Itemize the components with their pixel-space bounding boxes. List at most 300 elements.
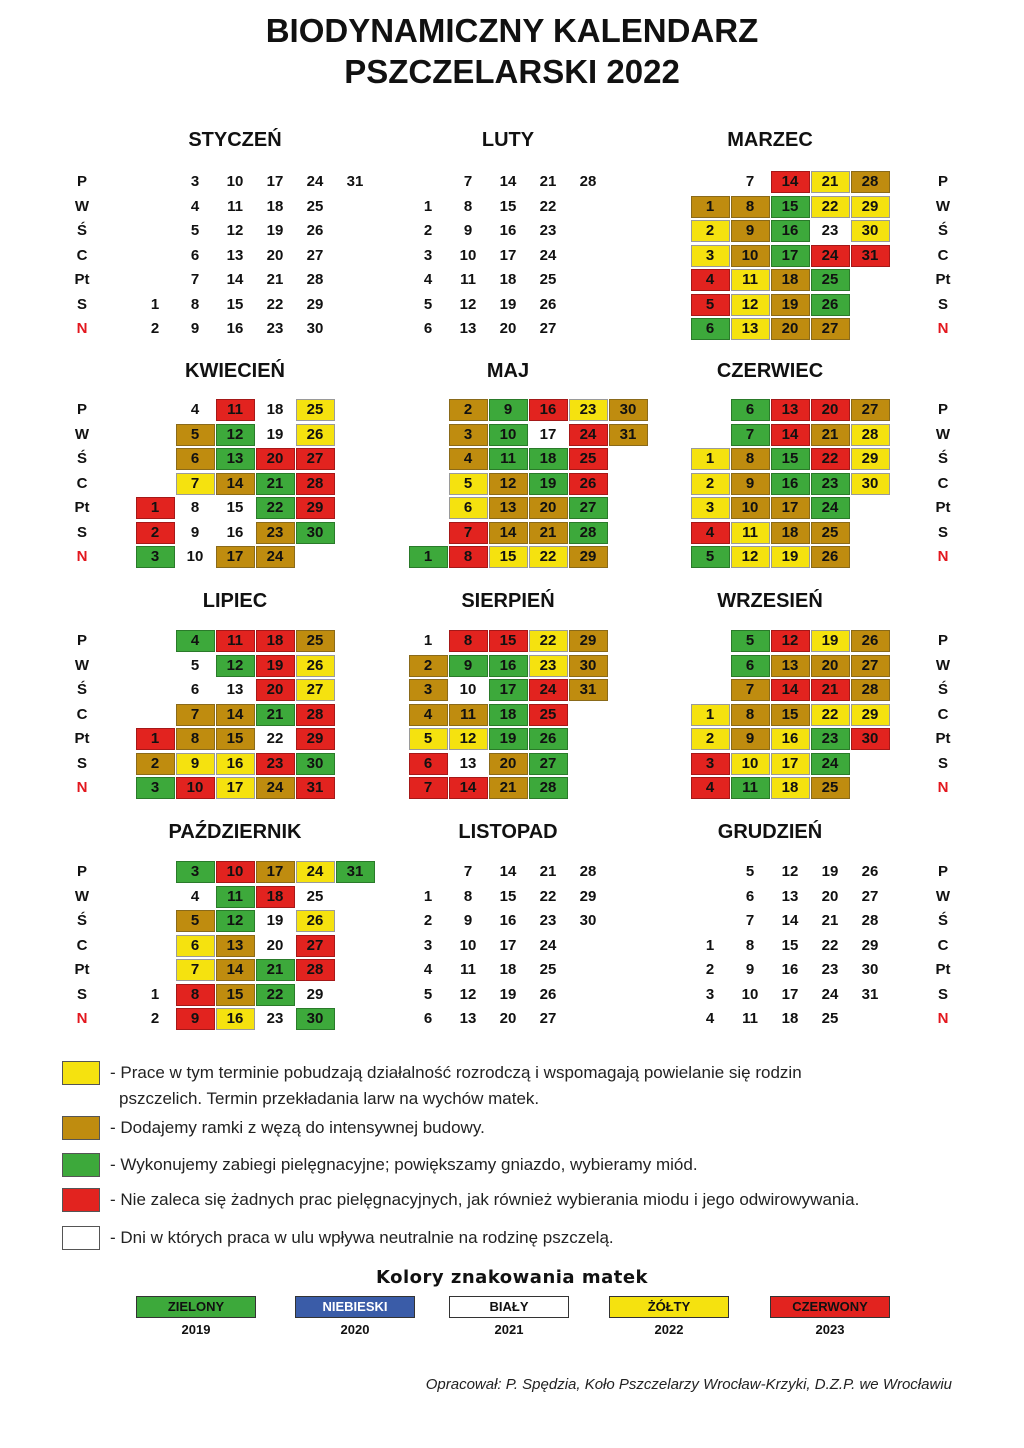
weekday-label: N [76, 548, 88, 565]
day-cell: 7 [463, 863, 473, 880]
day-cell: 25 [569, 448, 608, 470]
day-cell: 13 [459, 320, 477, 337]
day-cell: 17 [771, 753, 810, 775]
day-cell: 11 [216, 399, 255, 421]
day-cell: 2 [691, 728, 730, 750]
day-cell: 20 [771, 318, 810, 340]
day-cell: 22 [266, 295, 284, 313]
day-cell: 21 [539, 173, 557, 190]
legend-text: - Prace w tym terminie pobudzają działalność rozrodczą i wspomagają powielanie się rodzin [110, 1063, 802, 1082]
day-cell: 8 [731, 704, 770, 726]
day-cell: 18 [266, 401, 284, 418]
day-cell: 1 [691, 704, 730, 726]
day-cell: 5 [176, 910, 215, 932]
day-cell: 16 [499, 222, 517, 239]
day-cell: 29 [861, 936, 879, 954]
day-cell: 13 [226, 246, 244, 264]
day-cell: 12 [449, 728, 488, 750]
day-cell: 31 [336, 861, 375, 883]
day-cell: 11 [460, 271, 476, 288]
day-cell: 2 [150, 320, 160, 337]
day-cell: 26 [306, 222, 324, 239]
day-cell: 11 [742, 1010, 758, 1027]
weekday-label: Ś [937, 912, 948, 929]
day-cell: 24 [296, 861, 335, 883]
day-cell: 6 [691, 318, 730, 340]
day-cell: 2 [423, 222, 433, 239]
day-cell: 8 [731, 196, 770, 218]
day-cell: 27 [569, 497, 608, 519]
day-cell: 27 [296, 935, 335, 957]
day-cell: 30 [851, 220, 890, 242]
day-cell: 25 [529, 704, 568, 726]
day-cell: 15 [226, 499, 244, 516]
day-cell: 25 [811, 777, 850, 799]
day-cell: 17 [266, 173, 284, 190]
legend-swatch [62, 1061, 100, 1085]
weekday-label: N [76, 1010, 88, 1027]
day-cell: 3 [136, 546, 175, 568]
day-cell: 25 [821, 1010, 839, 1027]
day-cell: 10 [731, 245, 770, 267]
day-cell: 13 [731, 318, 770, 340]
day-cell: 10 [731, 753, 770, 775]
day-cell: 8 [449, 546, 488, 568]
weekday-label: P [76, 863, 87, 880]
day-cell: 30 [861, 961, 879, 978]
weekday-label: W [74, 656, 90, 674]
day-cell: 28 [296, 959, 335, 981]
day-cell: 7 [745, 173, 755, 190]
day-cell: 25 [296, 399, 335, 421]
day-cell: 22 [821, 936, 839, 954]
weekday-label: W [74, 425, 90, 443]
day-cell: 29 [851, 448, 890, 470]
day-cell: 27 [811, 318, 850, 340]
legend-text: pszczelich. Termin przekładania larw na wychów matek. [119, 1089, 540, 1108]
day-cell: 27 [296, 448, 335, 470]
day-cell: 19 [499, 985, 517, 1003]
day-cell: 29 [569, 630, 608, 652]
day-cell: 11 [227, 197, 243, 215]
weekday-label: C [937, 474, 949, 492]
day-cell: 18 [499, 961, 517, 978]
day-cell: 15 [489, 630, 528, 652]
day-cell: 10 [459, 246, 477, 264]
day-cell: 5 [745, 863, 755, 880]
day-cell: 12 [781, 863, 799, 880]
day-cell: 11 [731, 777, 770, 799]
day-cell: 18 [256, 630, 295, 652]
day-cell: 18 [529, 448, 568, 470]
queen-color-year: 2019 [181, 1322, 211, 1337]
day-cell: 11 [216, 630, 255, 652]
day-cell: 17 [539, 425, 557, 443]
day-cell: 2 [423, 912, 433, 929]
day-cell: 13 [771, 399, 810, 421]
day-cell: 4 [691, 522, 730, 544]
day-cell: 17 [489, 679, 528, 701]
day-cell: 10 [731, 497, 770, 519]
day-cell: 16 [226, 523, 244, 541]
day-cell: 27 [539, 1010, 557, 1027]
day-cell: 4 [423, 271, 433, 288]
weekday-label: N [937, 779, 949, 796]
day-cell: 16 [771, 728, 810, 750]
day-cell: 4 [691, 777, 730, 799]
day-cell: 18 [499, 271, 517, 288]
day-cell: 6 [190, 681, 200, 698]
day-cell: 29 [306, 295, 324, 313]
day-cell: 4 [691, 269, 730, 291]
weekday-label: S [76, 523, 87, 541]
day-cell: 15 [216, 984, 255, 1006]
weekday-label: P [76, 173, 87, 190]
day-cell: 19 [489, 728, 528, 750]
day-cell: 3 [176, 861, 215, 883]
day-cell: 23 [821, 961, 839, 978]
day-cell: 30 [851, 473, 890, 495]
day-cell: 28 [851, 171, 890, 193]
day-cell: 13 [771, 655, 810, 677]
day-cell: 28 [296, 704, 335, 726]
day-cell: 24 [256, 777, 295, 799]
month-title: MARZEC [727, 129, 813, 151]
day-cell: 5 [190, 656, 200, 674]
day-cell: 6 [745, 887, 755, 905]
weekday-label: N [937, 1010, 949, 1027]
day-cell: 16 [216, 753, 255, 775]
day-cell: 24 [811, 497, 850, 519]
day-cell: 20 [499, 1010, 517, 1027]
day-cell: 18 [771, 522, 810, 544]
day-cell: 23 [266, 320, 284, 337]
day-cell: 21 [811, 679, 850, 701]
day-cell: 24 [539, 936, 557, 954]
day-cell: 17 [499, 246, 517, 264]
day-cell: 1 [136, 728, 175, 750]
day-cell: 18 [266, 197, 284, 215]
day-cell: 24 [811, 245, 850, 267]
day-cell: 3 [691, 245, 730, 267]
day-cell: 5 [190, 222, 200, 239]
day-cell: 6 [449, 497, 488, 519]
day-cell: 26 [811, 294, 850, 316]
day-cell: 15 [771, 704, 810, 726]
page-title-line-2: PSZCZELARSKI 2022 [344, 53, 680, 90]
day-cell: 3 [423, 246, 433, 264]
day-cell: 29 [569, 546, 608, 568]
day-cell: 27 [296, 679, 335, 701]
day-cell: 6 [423, 320, 433, 337]
day-cell: 19 [821, 863, 839, 880]
day-cell: 25 [811, 522, 850, 544]
day-cell: 4 [423, 961, 433, 978]
day-cell: 22 [811, 704, 850, 726]
day-cell: 22 [529, 630, 568, 652]
day-cell: 3 [691, 497, 730, 519]
day-cell: 28 [861, 912, 879, 929]
day-cell: 4 [190, 197, 200, 215]
day-cell: 16 [499, 912, 517, 929]
page-title-line-1: BIODYNAMICZNY KALENDARZ [265, 12, 759, 49]
weekday-label: C [76, 936, 88, 954]
day-cell: 13 [216, 448, 255, 470]
day-cell: 8 [463, 197, 473, 215]
day-cell: 9 [463, 222, 473, 239]
day-cell: 17 [781, 985, 799, 1003]
day-cell: 14 [499, 863, 517, 880]
day-cell: 28 [579, 173, 597, 190]
day-cell: 31 [861, 985, 879, 1003]
day-cell: 18 [781, 1010, 799, 1027]
day-cell: 2 [409, 655, 448, 677]
day-cell: 23 [266, 1010, 284, 1027]
month-title: WRZESIEŃ [717, 590, 823, 612]
day-cell: 29 [296, 728, 335, 750]
weekday-label: C [76, 246, 88, 264]
day-cell: 8 [463, 887, 473, 905]
day-cell: 17 [499, 936, 517, 954]
day-cell: 12 [731, 294, 770, 316]
day-cell: 11 [489, 448, 528, 470]
day-cell: 1 [423, 632, 433, 649]
day-cell: 7 [176, 959, 215, 981]
day-cell: 20 [811, 655, 850, 677]
day-cell: 16 [529, 399, 568, 421]
day-cell: 26 [851, 630, 890, 652]
day-cell: 29 [851, 704, 890, 726]
day-cell: 2 [691, 473, 730, 495]
weekday-label: C [76, 474, 88, 492]
day-cell: 6 [176, 448, 215, 470]
day-cell: 10 [459, 681, 477, 698]
month-title: MAJ [486, 360, 530, 382]
day-cell: 22 [266, 730, 284, 747]
day-cell: 24 [539, 246, 557, 264]
day-cell: 27 [851, 399, 890, 421]
weekday-label: S [76, 295, 87, 313]
day-cell: 22 [539, 887, 557, 905]
day-cell: 25 [306, 197, 324, 215]
weekday-label: P [937, 401, 948, 418]
day-cell: 13 [489, 497, 528, 519]
weekday-label: P [937, 173, 948, 190]
day-cell: 14 [489, 522, 528, 544]
weekday-label: N [76, 320, 88, 337]
day-cell: 2 [705, 961, 715, 978]
day-cell: 27 [529, 753, 568, 775]
day-cell: 19 [256, 655, 295, 677]
day-cell: 26 [811, 546, 850, 568]
day-cell: 12 [489, 473, 528, 495]
day-cell: 6 [731, 655, 770, 677]
day-cell: 31 [346, 173, 364, 190]
queen-color-swatch: BIAŁY [449, 1296, 569, 1318]
weekday-label: S [937, 523, 948, 541]
day-cell: 18 [256, 886, 295, 908]
day-cell: 24 [306, 173, 324, 190]
legend-swatch [62, 1226, 100, 1250]
day-cell: 26 [569, 473, 608, 495]
day-cell: 23 [539, 912, 557, 929]
day-cell: 10 [216, 861, 255, 883]
day-cell: 30 [296, 522, 335, 544]
day-cell: 5 [176, 424, 215, 446]
day-cell: 3 [449, 424, 488, 446]
footer-credit: Opracował: P. Spędzia, Koło Pszczelarzy Wrocław-Krzyki, D.Z.P. we Wrocławiu [425, 1376, 952, 1393]
day-cell: 19 [811, 630, 850, 652]
day-cell: 26 [539, 295, 557, 313]
day-cell: 16 [226, 320, 244, 337]
day-cell: 2 [691, 220, 730, 242]
day-cell: 26 [296, 910, 335, 932]
queen-color-year: 2023 [815, 1322, 845, 1337]
day-cell: 10 [741, 985, 759, 1003]
day-cell: 7 [449, 522, 488, 544]
day-cell: 7 [176, 704, 215, 726]
weekday-label: Ś [937, 681, 948, 698]
day-cell: 11 [460, 961, 476, 978]
day-cell: 20 [811, 399, 850, 421]
day-cell: 22 [529, 546, 568, 568]
day-cell: 21 [256, 473, 295, 495]
day-cell: 14 [771, 424, 810, 446]
day-cell: 22 [256, 497, 295, 519]
day-cell: 17 [216, 777, 255, 799]
day-cell: 17 [216, 546, 255, 568]
day-cell: 21 [256, 704, 295, 726]
legend-swatch [62, 1188, 100, 1212]
day-cell: 30 [579, 912, 597, 929]
day-cell: 26 [296, 424, 335, 446]
day-cell: 14 [771, 171, 810, 193]
day-cell: 9 [489, 399, 528, 421]
weekday-label: W [74, 197, 90, 215]
weekday-label: Ś [76, 450, 87, 467]
day-cell: 19 [499, 295, 517, 313]
day-cell: 7 [731, 679, 770, 701]
day-cell: 8 [745, 936, 755, 954]
day-cell: 29 [579, 887, 597, 905]
day-cell: 25 [811, 269, 850, 291]
day-cell: 28 [296, 473, 335, 495]
day-cell: 12 [731, 546, 770, 568]
day-cell: 14 [216, 959, 255, 981]
day-cell: 26 [529, 728, 568, 750]
day-cell: 23 [821, 222, 839, 239]
day-cell: 16 [771, 220, 810, 242]
day-cell: 19 [266, 222, 284, 239]
weekday-label: P [937, 632, 948, 649]
weekday-label: Ś [76, 222, 87, 239]
day-cell: 13 [459, 754, 477, 772]
queen-color-swatch: CZERWONY [770, 1296, 890, 1318]
weekday-label: Pt [935, 730, 951, 747]
day-cell: 23 [811, 728, 850, 750]
day-cell: 27 [539, 320, 557, 337]
day-cell: 8 [190, 499, 200, 516]
day-cell: 16 [216, 1008, 255, 1030]
day-cell: 12 [771, 630, 810, 652]
legend-text: - Dodajemy ramki z węzą do intensywnej budowy. [110, 1118, 485, 1137]
day-cell: 7 [463, 173, 473, 190]
day-cell: 19 [266, 912, 284, 929]
day-cell: 18 [771, 269, 810, 291]
weekday-label: Ś [76, 681, 87, 698]
day-cell: 24 [821, 985, 839, 1003]
day-cell: 23 [569, 399, 608, 421]
day-cell: 1 [150, 985, 160, 1003]
day-cell: 4 [449, 448, 488, 470]
day-cell: 21 [256, 959, 295, 981]
weekday-label: Ś [76, 912, 87, 929]
day-cell: 15 [499, 887, 517, 905]
day-cell: 28 [569, 522, 608, 544]
day-cell: 31 [851, 245, 890, 267]
day-cell: 2 [449, 399, 488, 421]
day-cell: 31 [296, 777, 335, 799]
day-cell: 8 [176, 728, 215, 750]
legend-text: - Nie zaleca się żadnych prac pielęgnacyjnych, jak również wybierania miodu i jego odwirowywania. [110, 1190, 860, 1209]
weekday-label: W [935, 887, 951, 905]
day-cell: 24 [569, 424, 608, 446]
weekday-label: Ś [937, 222, 948, 239]
day-cell: 5 [423, 295, 433, 313]
day-cell: 22 [811, 448, 850, 470]
day-cell: 2 [150, 1010, 160, 1027]
month-title: GRUDZIEŃ [717, 821, 823, 843]
day-cell: 13 [781, 887, 799, 905]
day-cell: 12 [459, 295, 477, 313]
day-cell: 4 [176, 630, 215, 652]
weekday-label: S [76, 985, 87, 1003]
day-cell: 20 [256, 679, 295, 701]
day-cell: 19 [529, 473, 568, 495]
day-cell: 6 [731, 399, 770, 421]
day-cell: 28 [306, 271, 324, 288]
day-cell: 29 [851, 196, 890, 218]
day-cell: 27 [851, 655, 890, 677]
day-cell: 21 [529, 522, 568, 544]
day-cell: 9 [745, 961, 755, 978]
weekday-label: Pt [74, 499, 90, 516]
weekday-label: P [76, 632, 87, 649]
day-cell: 23 [529, 655, 568, 677]
day-cell: 3 [423, 936, 433, 954]
day-cell: 17 [256, 861, 295, 883]
day-cell: 10 [186, 548, 204, 565]
day-cell: 7 [409, 777, 448, 799]
day-cell: 23 [256, 753, 295, 775]
queen-color-year: 2022 [654, 1322, 684, 1337]
day-cell: 8 [176, 984, 215, 1006]
day-cell: 20 [499, 320, 517, 337]
day-cell: 11 [731, 269, 770, 291]
day-cell: 18 [771, 777, 810, 799]
day-cell: 2 [136, 522, 175, 544]
day-cell: 1 [136, 497, 175, 519]
day-cell: 3 [705, 985, 715, 1003]
day-cell: 24 [811, 753, 850, 775]
day-cell: 6 [190, 246, 200, 264]
day-cell: 8 [449, 630, 488, 652]
day-cell: 1 [691, 196, 730, 218]
day-cell: 15 [499, 197, 517, 215]
day-cell: 13 [459, 1010, 477, 1027]
weekday-label: S [937, 754, 948, 772]
day-cell: 26 [861, 863, 879, 880]
